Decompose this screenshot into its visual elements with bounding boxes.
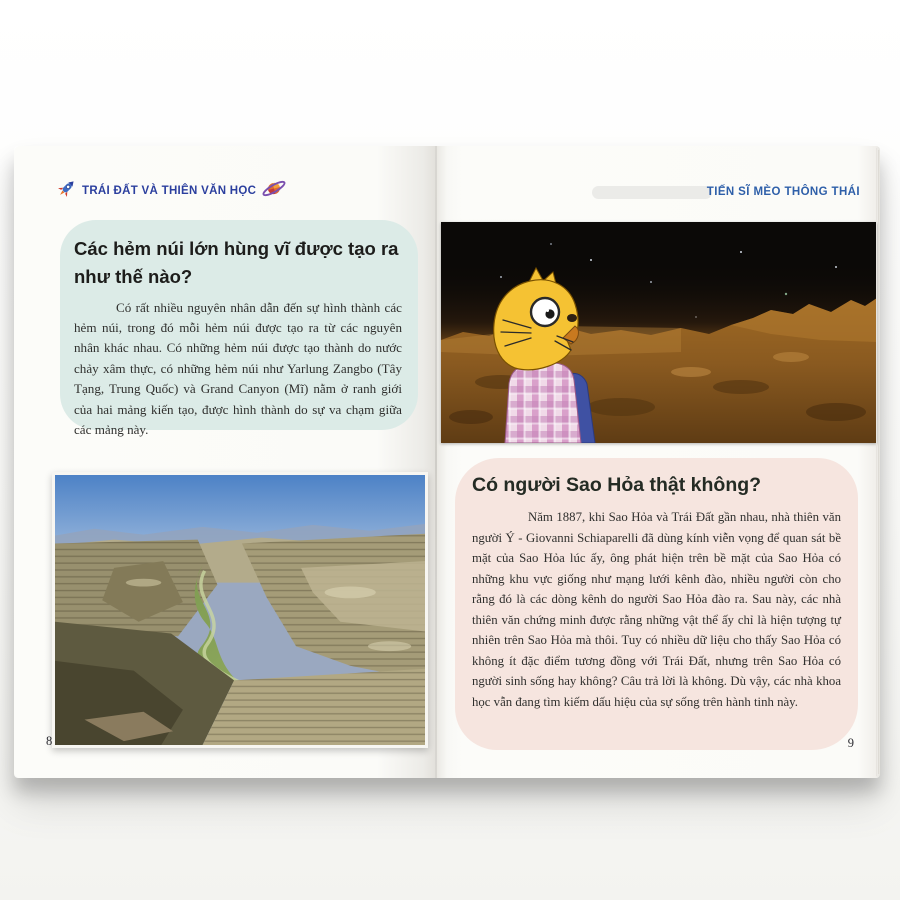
open-book-spread [14,146,880,778]
left-page-number: 8 [46,734,53,748]
canyon-topic-body: Có rất nhiều nguyên nhân dẫn đến sự hình thành các hẻm núi, trong đó mỗi hẻm núi được tạo ra từ các nguyên nhân khác nhau. Có những hẻm núi được tạo thành do nước chảy xâm thực, có những hẻm núi như Yarlung Zangbo (Tây Tạng, Trung Quốc) và Grand Canyon (Mĩ) nằm ở ranh giới của hai mảng kiến tạo, được hình thành do sự va chạm giữa các mảng này. [74,299,402,438]
rocket-icon [56,178,77,204]
left-page-header-label: TRÁI ĐẤT VÀ THIÊN VĂN HỌC [82,185,257,197]
right-page [436,146,880,778]
canyon-topic-box [60,220,418,438]
mars-topic-heading: Có người Sao Hỏa thật không? [472,474,762,496]
left-page [14,146,436,778]
mars-topic-body: Năm 1887, khi Sao Hỏa và Trái Đất gần nhau, nhà thiên văn người Ý - Giovanni Schiaparelli đã dùng kính viễn vọng để quan sát bề mặt của Sao Hỏa lúc ấy, ông phát hiện trên bề mặt của Sao Hỏa có những khu vực giống như mạng lưới kênh đào, nhiều người còn cho rằng đó là các dòng kênh do người Sao Hỏa đào ra. Sau này, các nhà thiên văn chứng minh được rằng những vật thể ấy chỉ là hiện tượng tự nhiên trên Sao Hỏa mà thôi. Tuy có nhiều dữ liệu cho thấy Sao Hỏa có không ít đặc điểm tương đồng với Trái Đất, nhưng trên Sao Hỏa có người sinh sống hay không? Câu trả lời là không. Dù vậy, các nhà khoa học vẫn đang tìm kiếm dấu hiệu của sự sống trên hành tinh này. [472,510,841,709]
print-bleed-through [592,186,712,199]
right-page-number: 9 [847,736,854,750]
left-page-header [56,178,287,204]
page-stack-edge [878,150,879,774]
page-stack-edge-outer [876,148,877,776]
right-page-header-label: TIẾN SĨ MÈO THÔNG THÁI [706,186,860,198]
mars-cat-illustration [441,222,877,443]
book-center-fold [435,146,437,778]
canyon-photo [52,472,428,748]
mars-topic-box [455,458,858,750]
canyon-topic-heading: Các hẻm núi lớn hùng vĩ được tạo ra như thế nào? [74,238,399,287]
saturn-icon [261,180,287,202]
